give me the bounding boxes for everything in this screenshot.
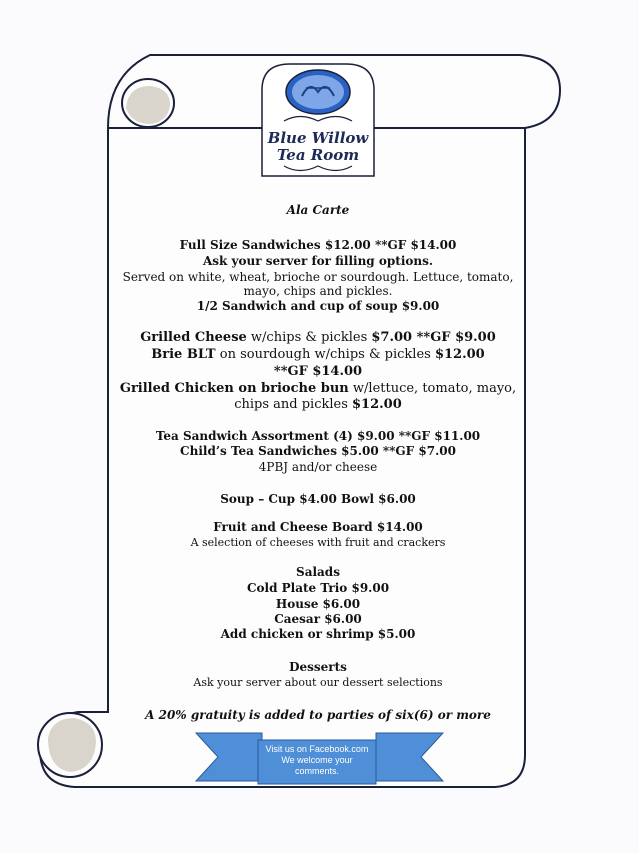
menu-heading: Ala Carte	[286, 203, 350, 217]
bottom-curl	[38, 713, 102, 777]
desserts-heading: Desserts	[289, 660, 347, 674]
salad-item: Caesar $6.00	[274, 612, 362, 626]
grilled-chicken-price: $12.00	[352, 397, 402, 412]
grilled-cheese-desc: w/chips & pickles	[246, 330, 372, 345]
ribbon-line1: Visit us on Facebook.com	[265, 744, 369, 754]
grilled-chicken-name: Grilled Chicken on brioche bun	[119, 381, 349, 396]
fruit-cheese-board: Fruit and Cheese Board $14.00	[213, 520, 423, 534]
salad-item: House $6.00	[275, 597, 361, 611]
gratuity-note: A 20% gratuity is added to parties of six(6) or more	[145, 708, 491, 722]
ribbon-line2: We welcome your	[281, 755, 353, 765]
brie-blt-gf: **GF $14.00	[273, 364, 363, 379]
brie-blt-item	[118, 347, 518, 362]
served-on-line2: mayo, chips and pickles.	[243, 284, 393, 298]
brie-blt-desc: on sourdough w/chips & pickles	[215, 347, 435, 362]
childs-tea-note: 4PBJ and/or cheese	[258, 460, 378, 474]
brie-blt-price: $12.00	[434, 347, 485, 362]
tea-sandwich-assortment: Tea Sandwich Assortment (4) $9.00 **GF $11.00	[155, 429, 481, 443]
fruit-cheese-board-desc: A selection of cheeses with fruit and crackers	[190, 536, 446, 549]
salad-item: Add chicken or shrimp $5.00	[220, 627, 416, 641]
grilled-cheese-name: Grilled Cheese	[140, 330, 247, 345]
desserts-desc: Ask your server about our dessert selections	[193, 676, 443, 689]
childs-tea-sandwiches: Child’s Tea Sandwiches $5.00 **GF $7.00	[180, 444, 456, 458]
grilled-chicken-desc1: w/lettuce, tomato, mayo,	[348, 381, 517, 396]
ask-server-fillings: Ask your server for filling options.	[202, 254, 434, 268]
grilled-cheese-item	[118, 330, 518, 345]
salads-heading: Salads	[296, 565, 340, 579]
full-size-sandwiches: Full Size Sandwiches $12.00 **GF $14.00	[179, 238, 457, 252]
brie-blt-name: Brie BLT	[151, 347, 216, 362]
ribbon-text	[258, 744, 376, 777]
logo-line1: Blue Willow	[267, 129, 369, 147]
salad-item: Cold Plate Trio $9.00	[246, 581, 390, 595]
ribbon-line3: comments.	[294, 766, 339, 776]
grilled-chicken-item	[118, 381, 518, 396]
half-sandwich-soup: 1/2 Sandwich and cup of soup $9.00	[196, 299, 440, 313]
grilled-chicken-item-line2	[118, 397, 518, 412]
logo-line2: Tea Room	[276, 146, 360, 164]
logo	[256, 63, 380, 181]
served-on-line1: Served on white, wheat, brioche or sourdough. Lettuce, tomato,	[122, 270, 514, 284]
grilled-chicken-desc2: chips and pickles	[234, 397, 353, 412]
soup-item: Soup – Cup $4.00 Bowl $6.00	[220, 492, 416, 506]
grilled-cheese-price: $7.00 **GF $9.00	[371, 330, 496, 345]
